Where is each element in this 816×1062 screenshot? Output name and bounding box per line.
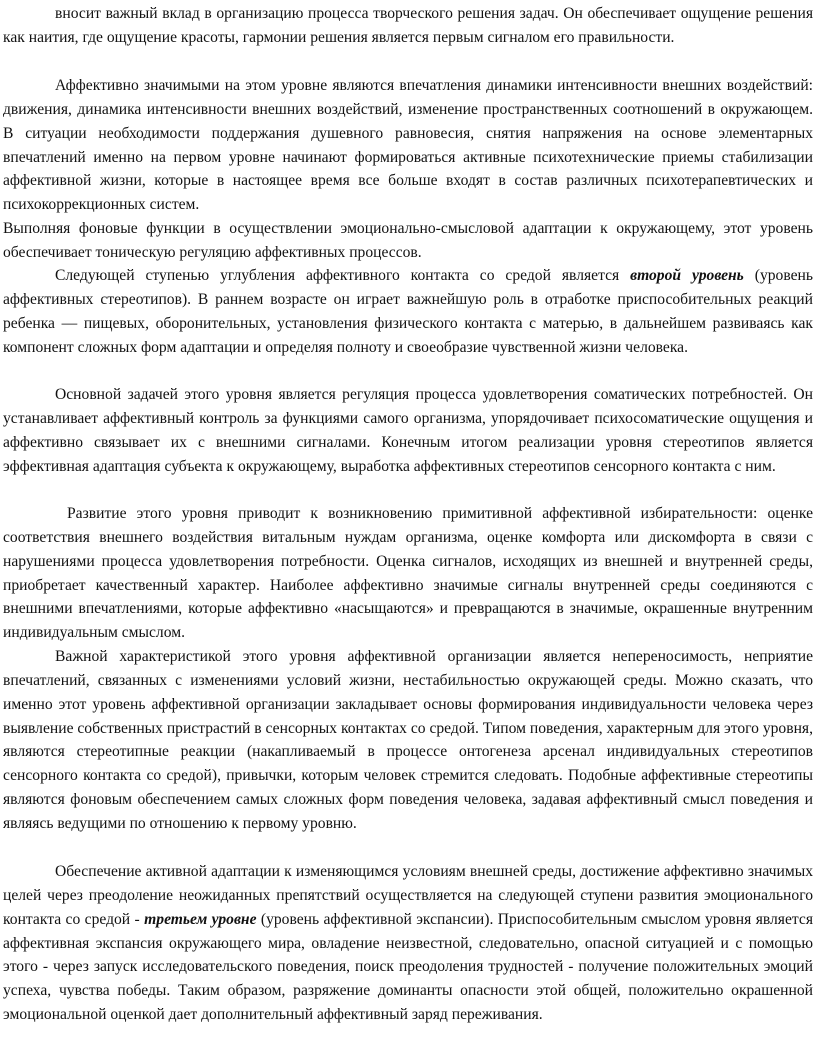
paragraph-2: Аффективно значимыми на этом уровне являются впечатления динамики интенсивности внешних воздействий: движения, динамика интенсивности внешних воздействий, изменение пространственных соотношений в окружающем. В ситуации необходимости поддержания душевного равновесия, снятия напряжения на основе элементарных впечатлений именно на первом уровне начинают формироваться активные психотехнические приемы стабилизации аффективной жизни, которые в настоящее время все больше входят в состав различных психотерапевтических и психокоррекционных систем. xyxy=(3,77,813,214)
paragraph-8-text-end: (уровень аффективной экспансии). Приспособительным смыслом уровня является аффективная экспансия окружающего мира, овладение неизвестной, следовательно, опасной ситуацией и с помощью этого - через запуск исследовательского поведения, поиск преодоления трудностей - получение положительных эмоций успеха, чувства победы. Таким образом, разряжение доминанты опасности этой общей, положительно окрашенной эмоциональной оценкой дает дополнительный аффективный заряд переживания. xyxy=(3,910,813,1024)
paragraph-4 xyxy=(3,264,813,359)
paragraph-8 xyxy=(3,860,813,1027)
paragraph-3: Выполняя фоновые функции в осуществлении эмоционально-смысловой адаптации к окружающему, этот уровень обеспечивает тоническую регуляцию аффективных процессов. xyxy=(3,220,813,261)
paragraph-8-text-start: Обеспечение активной адаптации к изменяющимся условиям внешней среды, достижение аффективно значимых целей через преодоление неожиданных препятствий осуществляется на следующей ступени развития эмоционального контакта со средой - xyxy=(3,863,813,928)
paragraph-6: Развитие этого уровня приводит к возникновению примитивной аффективной избирательности: оценке соответствия внешнего воздействия витальным нуждам организма, оценке комфорта или дискомфорта в связи с нарушениями процесса удовлетворения потребности. Оценка сигналов, исходящих из внешней и внутренней среды, приобретает качественный характер. Наиболее аффективно значимые сигналы внутренней среды соединяются с внешними впечатлениями, которые аффективно «насыщаются» и превращаются в значимые, окрашенные внутренним индивидуальным смыслом. xyxy=(3,505,813,642)
emphasis-second-level: второй уровень xyxy=(630,267,744,284)
paragraph-4-text-start: Следующей ступенью углубления аффективного контакта со средой является xyxy=(55,267,631,284)
emphasis-third-level: третьем уровне xyxy=(144,910,257,928)
paragraph-7: Важной характеристикой этого уровня аффективной организации является непереносимость, неприятие впечатлений, связанных с изменениями условий жизни, нестабильностью окружающей среды. Можно сказать, что именно этот уровень аффективной организации закладывает основы формирования индивидуальности человека через выявление собственных пристрастий в сенсорных контактах со средой. Типом поведения, характерным для этого уровня, являются стереотипные реакции (накапливаемый в процессе онтогенеза арсенал индивидуальных стереотипов сенсорного контакта со средой), привычки, которым человек стремится следовать. Подобные аффективные стереотипы являются фоновым обеспечением самых сложных форм поведения человека, задавая аффективный смысл поведения и являясь ведущими по отношению к первому уровню. xyxy=(3,648,813,832)
paragraph-5: Основной задачей этого уровня является регуляция процесса удовлетворения соматических потребностей. Он устанавливает аффективный контроль за функциями самого организма, упорядочивает психосоматические ощущения и аффективно связывает их с внешними сигналами. Конечным итогом реализации уровня стереотипов является эффективная адаптация субъекта к окружающему, выработка аффективных стереотипов сенсорного контакта с ним. xyxy=(3,386,813,475)
paragraph-4-text-end: (уровень аффективных стереотипов). В раннем возрасте он играет важнейшую роль в отработке приспособительных реакций ребенка — пищевых, оборонительных, установления физического контакта с матерью, в дальнейшем развиваясь как компонент сложных форм адаптации и определяя полноту и своеобразие чувственной жизни человека. xyxy=(3,267,813,356)
paragraph-1: вносит важный вклад в организацию процесса творческого решения задач. Он обеспечивает ощущение решения как наития, где ощущение красоты, гармонии решения является первым сигналом его правильности. xyxy=(3,5,813,46)
